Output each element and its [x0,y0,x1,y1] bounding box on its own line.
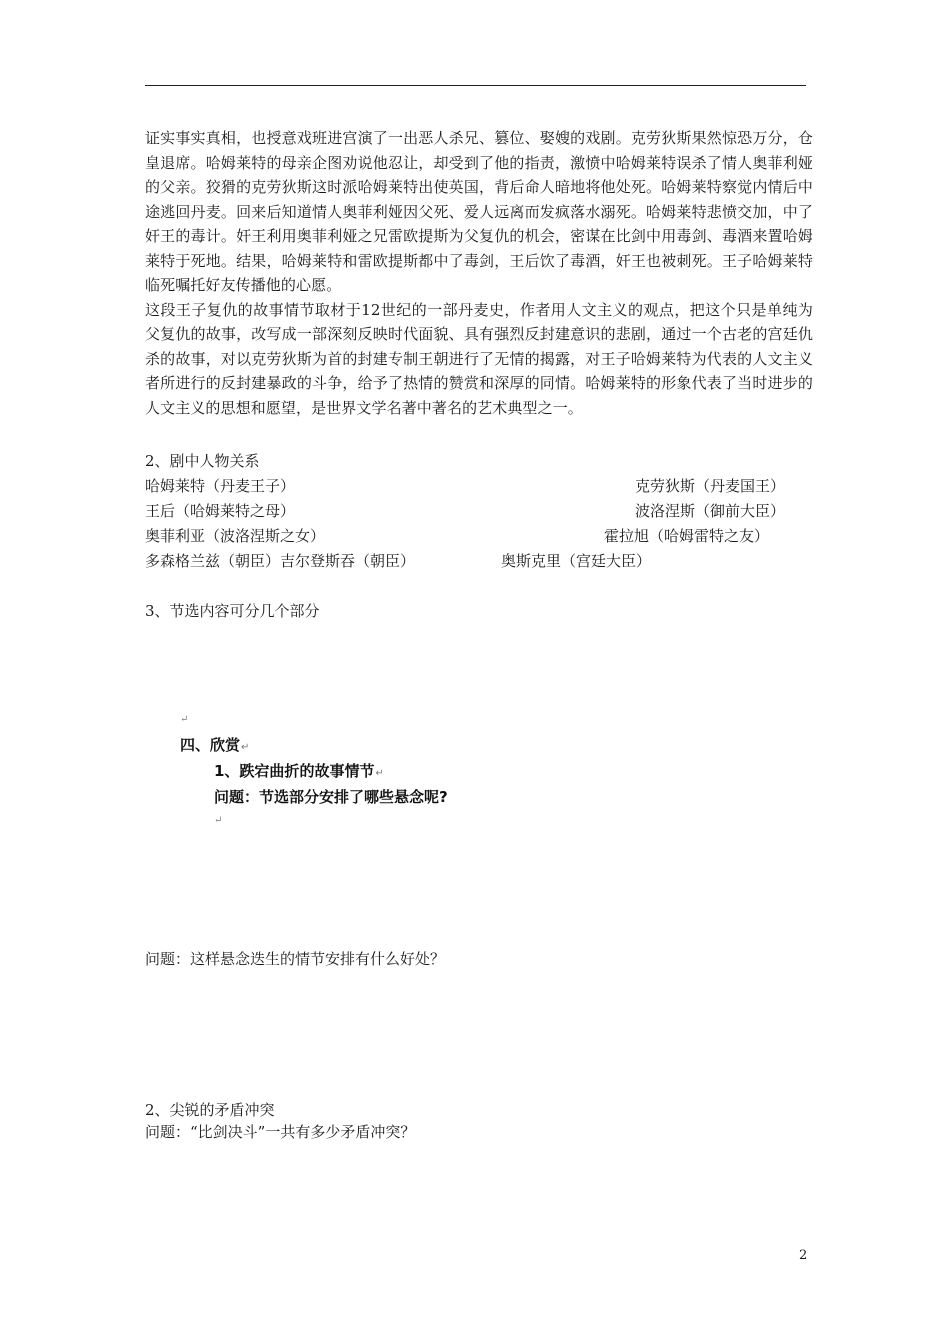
paragraph-story: 证实事实真相，也授意戏班进宫演了一出恶人杀兄、篡位、娶嫂的戏剧。克劳狄斯果然惊恐万分，仓皇退席。哈姆莱特的母亲企图劝说他忍让，却受到了他的指责，激愤中哈姆莱特误杀了情人奥菲利娅的父亲。狡猾的克劳狄斯这时派哈姆莱特出使英国，背后命人暗地将他处死。哈姆莱特察觉内情后中途逃回丹麦。回来后知道情人奥菲利娅因父死、爱人远离而发疯落水溺死。哈姆莱特悲愤交加，中了奸王的毒计。奸王利用奥菲利娅之兄雷欧提斯为父复仇的机会，密谋在比剑中用毒剑、毒酒来置哈姆莱特于死地。结果，哈姆莱特和雷欧提斯都中了毒剑，王后饮了毒酒，奸王也被刺死。王子哈姆莱特临死嘱托好友传播他的心愿。 [145,129,813,294]
appreciation-heading-text: 四、欣赏 [180,736,241,754]
section-heading-conflict: 2、尖锐的矛盾冲突 [145,1101,275,1119]
body-text [145,126,813,420]
paragraph-analysis: 这段王子复仇的故事情节取材于12世纪的一部丹麦史，作者用人文主义的观点，把这个只是单纯为父复仇的故事，改写成一部深刻反映时代面貌、具有强烈反封建意识的悲剧，通过一个古老的宫廷仇杀的故事，对以克劳狄斯为首的封建专制王朝进行了无情的揭露，对王子哈姆莱特为代表的人文主义者所进行的反封建暴政的斗争，给予了热情的赞赏和深厚的同情。哈姆莱特的形象代表了当时进步的人文主义的思想和愿望，是世界文学名著中著名的艺术典型之一。 [145,300,813,417]
character-hamlet: 哈姆莱特（丹麦王子） [145,477,296,495]
section-heading-parts: 3、节选内容可分几个部分 [145,602,320,620]
character-osric: 奥斯克里（宫廷大臣） [501,552,652,570]
character-polonius: 波洛涅斯（御前大臣） [635,502,786,520]
paragraph-mark-icon: ↵ [375,768,384,779]
section-heading-characters: 2、剧中人物关系 [145,452,260,470]
paragraph-mark-icon: ↵ [180,714,189,725]
character-queen: 王后（哈姆莱特之母） [145,502,296,520]
character-claudius: 克劳狄斯（丹麦国王） [635,477,786,495]
page-number: 2 [799,1248,808,1263]
question-benefit: 问题：这样悬念迭生的情节安排有什么好处？ [145,950,446,968]
paragraph-mark-icon: ↵ [241,742,250,753]
question-conflict: 问题：“比剑决斗”一共有多少矛盾冲突？ [145,1123,416,1141]
section-heading-appreciation [180,733,249,760]
character-ophelia: 奥菲利亚（波洛涅斯之女） [145,527,326,545]
character-courtiers: 多森格兰兹（朝臣）吉尔登斯吞（朝臣） [145,552,416,570]
character-horatio: 霍拉旭（哈姆雷特之友） [604,527,770,545]
subheading-plot-text: 1、跌宕曲折的故事情节 [214,762,375,780]
header-rule [145,85,806,86]
question-suspense: 问题：节选部分安排了哪些悬念呢? [214,788,448,806]
subheading-plot [214,759,384,786]
paragraph-mark-icon: ↵ [214,815,223,826]
